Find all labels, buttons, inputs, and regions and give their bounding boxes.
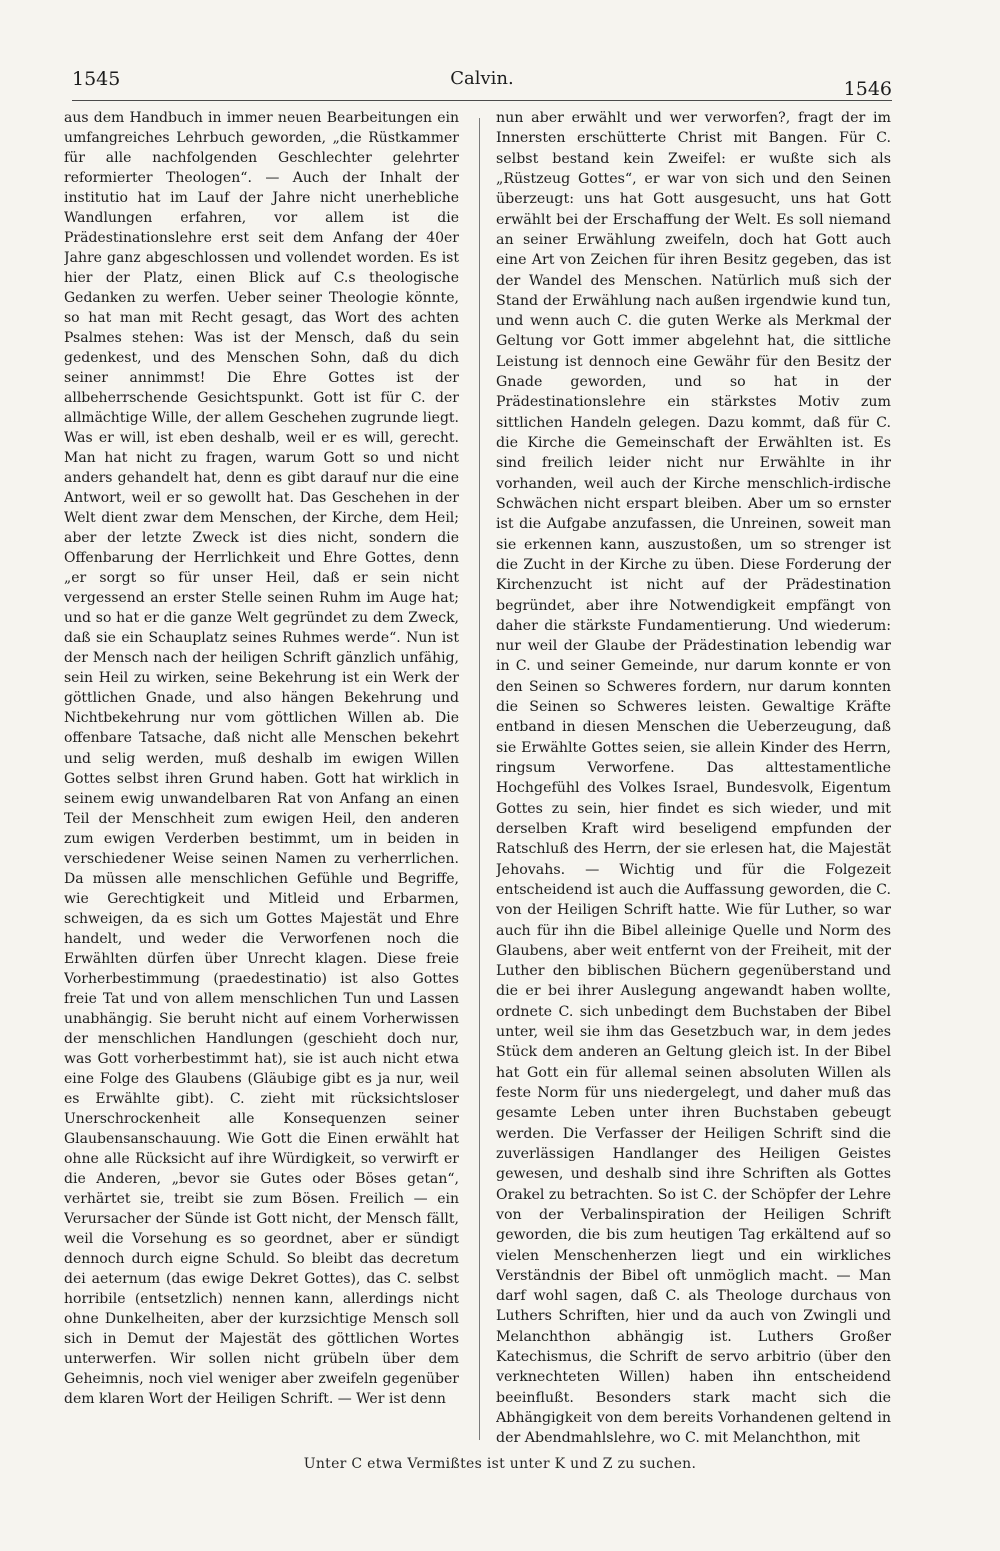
page-header — [72, 62, 892, 102]
right-column-text: nun aber erwählt und wer verworfen?, fragt der im Innersten erschütterte Christ mit Bangen. Für C. selbst bestand kein Zweifel: er wußte sich als „Rüstzeug Gottes“, er war von sich und den Seinen überzeugt: uns hat Gott ausgesucht, uns hat Gott erwählt bei der Erschaffung der Welt. Es soll niemand an seiner Erwählung zweifeln, doch hat Gott auch eine Art von Zeichen für ihren Besitz gegeben, das ist der Wandel des Menschen. Natürlich muß sich der Stand der Erwählung nach außen irgendwie kund tun, und wenn auch C. die guten Werke als Merkmal der Geltung vor Gott immer abgelehnt hat, die sittliche Leistung ist dennoch eine Gewähr für den Besitz der Gnade geworden, und so hat in der Prädestinationslehre ein stärkstes Motiv zum sittlichen Handeln gelegen. Dazu kommt, daß für C. die Kirche die Gemeinschaft der Erwählten ist. Es sind freilich leider nicht nur Erwählte in ihr vorhanden, weil auch der Kirche menschlich-irdische Schwächen nicht erspart bleiben. Aber um so ernster ist die Aufgabe anzufassen, die Unreinen, soweit man sie erkennen kann, auszustoßen, um so strenger ist die Zucht in der Kirche zu üben. Diese Forderung der Kirchenzucht ist nicht auf der Prädestination begründet, aber ihre Notwendigkeit empfängt von daher die stärkste Fundamentierung. Und wiederum: nur weil der Glaube der Prädestination lebendig war in C. und seiner Gemeinde, nur darum konnte er von den Seinen so Schweres fordern, nur darum konnten die Seinen so Schweres leisten. Gewaltige Kräfte entband in diesen Menschen die Ueberzeugung, daß sie Erwählte Gottes seien, sie allein Kinder des Herrn, ringsum Verworfene. Das alttestamentliche Hochgefühl des Volkes Israel, Bundesvolk, Eigentum Gottes zu sein, hier findet es sich wieder, und mit derselben Kraft wird beseligend empfunden der Ratschluß des Herrn, der sie erlesen hat, die Majestät Jehovahs. — Wichtig und für die Folgezeit entscheidend ist auch die Auffassung geworden, die C. von der Heiligen Schrift hatte. Wie für Luther, so war auch für ihn die Bibel alleinige Quelle und Norm des Glaubens, aber weit entfernt von der Freiheit, mit der Luther den biblischen Büchern gegenüberstand und die er bei ihrer Auslegung angewandt haben wollte, ordnete C. sich unbedingt dem Buchstaben der Bibel unter, weil sie ihm das Gesetzbuch war, in dem jedes Stück dem anderen an Geltung gleich ist. In der Bibel hat Gott ein für allemal seinen absoluten Willen als feste Norm für uns niedergelegt, und daher muß das gesamte Leben unter ihren Buchstaben gebeugt werden. Die Verfasser der Heiligen Schrift sind die zuverlässigen Handlanger des Heiligen Geistes gewesen, und deshalb sind ihre Schriften als Gottes Orakel zu betrachten. So ist C. der Schöpfer der Lehre von der Verbalinspiration der Heiligen Schrift geworden, die bis zum heutigen Tag erkältend auf so vielen Menschenherzen liegt und ein wirkliches Verständnis der Bibel oft unmöglich macht. — Man darf wohl sagen, daß C. als Theologe durchaus von Luthers Schriften, hier und da auch von Zwingli und Melanchthon abhängig ist. Luthers Großer Katechismus, die Schrift de servo arbitrio (über den verknechteten Willen) haben ihn entscheidend beeinflußt. Besonders stark macht sich die Abhängigkeit von dem bereits Vorhandenen geltend in der Abendmahlslehre, wo C. mit Melanchthon, mit — [496, 110, 891, 1447]
running-title: Calvin. — [450, 68, 514, 89]
footer-note: Unter C etwa Vermißtes ist unter K und Z zu suchen. — [303, 1456, 697, 1472]
header-rule — [72, 100, 892, 101]
left-column — [64, 108, 459, 1448]
column-divider — [479, 118, 480, 1440]
page-number-left: 1545 — [72, 68, 121, 90]
page-number-right: 1546 — [843, 78, 892, 100]
right-column — [496, 108, 891, 1448]
left-column-text: aus dem Handbuch in immer neuen Bearbeitungen ein umfangreiches Lehrbuch geworden, „die Rüstkammer für alle nachfolgenden Geschlechter gelehrter reformierter Theologen“. — Auch der Inhalt der institutio hat im Lauf der Jahre nicht unerhebliche Wandlungen erfahren, vor allem ist die Prädestinationslehre erst seit dem Anfang der 40er Jahre ganz abgeschlossen und vollendet worden. Es ist hier der Platz, einen Blick auf C.s theologische Gedanken zu werfen. Ueber seiner Theologie könnte, so hat man mit Recht gesagt, das Wort des achten Psalmes stehen: Was ist der Mensch, daß du sein gedenkest, und des Menschen Sohn, daß du dich seiner annimmst! Die Ehre Gottes ist der allbeherrschende Gesichtspunkt. Gott ist für C. der allmächtige Wille, der allem Geschehen zugrunde liegt. Was er will, ist eben deshalb, weil er es will, gerecht. Man hat nicht zu fragen, warum Gott so und nicht anders gehandelt hat, denn es gibt darauf nur die eine Antwort, weil er so gewollt hat. Das Geschehen in der Welt dient zwar dem Menschen, der Kirche, dem Heil; aber der letzte Zweck ist dies nicht, sondern die Offenbarung der Herrlichkeit und Ehre Gottes, denn „er sorgt so für unser Heil, daß er sein nicht vergessend an erster Stelle seinen Ruhm im Auge hat; und so hat er die ganze Welt gegründet zu dem Zweck, daß sie ein Schauplatz seines Ruhmes werde“. Nun ist der Mensch nach der heiligen Schrift gänzlich unfähig, sein Heil zu wirken, seine Bekehrung ist ein Werk der göttlichen Gnade, und also hängen Bekehrung und Nichtbekehrung nur vom göttlichen Willen ab. Die offenbare Tatsache, daß nicht alle Menschen bekehrt und selig werden, muß deshalb im ewigen Willen Gottes selbst ihren Grund haben. Gott hat wirklich in seinem ewig unwandelbaren Rat von Anfang an einen Teil der Menschheit zum ewigen Heil, den anderen zum ewigen Verderben bestimmt, um in beiden in verschiedener Weise seinen Namen zu verherrlichen. Da müssen alle menschlichen Gefühle und Begriffe, wie Gerechtigkeit und Mitleid und Erbarmen, schweigen, da es sich um Gottes Majestät und Ehre handelt, und weder die Verworfenen noch die Erwählten dürfen über Unrecht klagen. Diese freie Vorherbestimmung (praedestinatio) ist also Gottes freie Tat und von allem menschlichen Tun und Lassen unabhängig. Sie beruht nicht auf einem Vorherwissen der menschlichen Handlungen (geschieht doch nur, was Gott vorherbestimmt hat), sie ist auch nicht etwa eine Folge des Glaubens (Gläubige gibt es ja nur, weil es Erwählte gibt). C. zieht mit rücksichtsloser Unerschrockenheit alle Konsequenzen seiner Glaubensanschauung. Wie Gott die Einen erwählt hat ohne alle Rücksicht auf ihre Würdigkeit, so verwirft er die Anderen, „bevor sie Gutes oder Böses getan“, verhärtet sie, treibt sie zum Bösen. Freilich — ein Verursacher der Sünde ist Gott nicht, der Mensch fällt, weil die Vorsehung es so geordnet, aber er sündigt dennoch durch eigne Schuld. So bleibt das decretum dei aeternum (das ewige Dekret Gottes), das C. selbst horribile (entsetzlich) nennen kann, allerdings nicht ohne Dunkelheiten, aber der kurzsichtige Mensch soll sich in Demut der Majestät des göttlichen Wortes unterwerfen. Wir sollen nicht grübeln über dem Geheimnis, noch viel weniger aber zweifeln gegenüber dem klaren Wort der Heiligen Schrift. — Wer ist denn — [64, 110, 459, 1407]
